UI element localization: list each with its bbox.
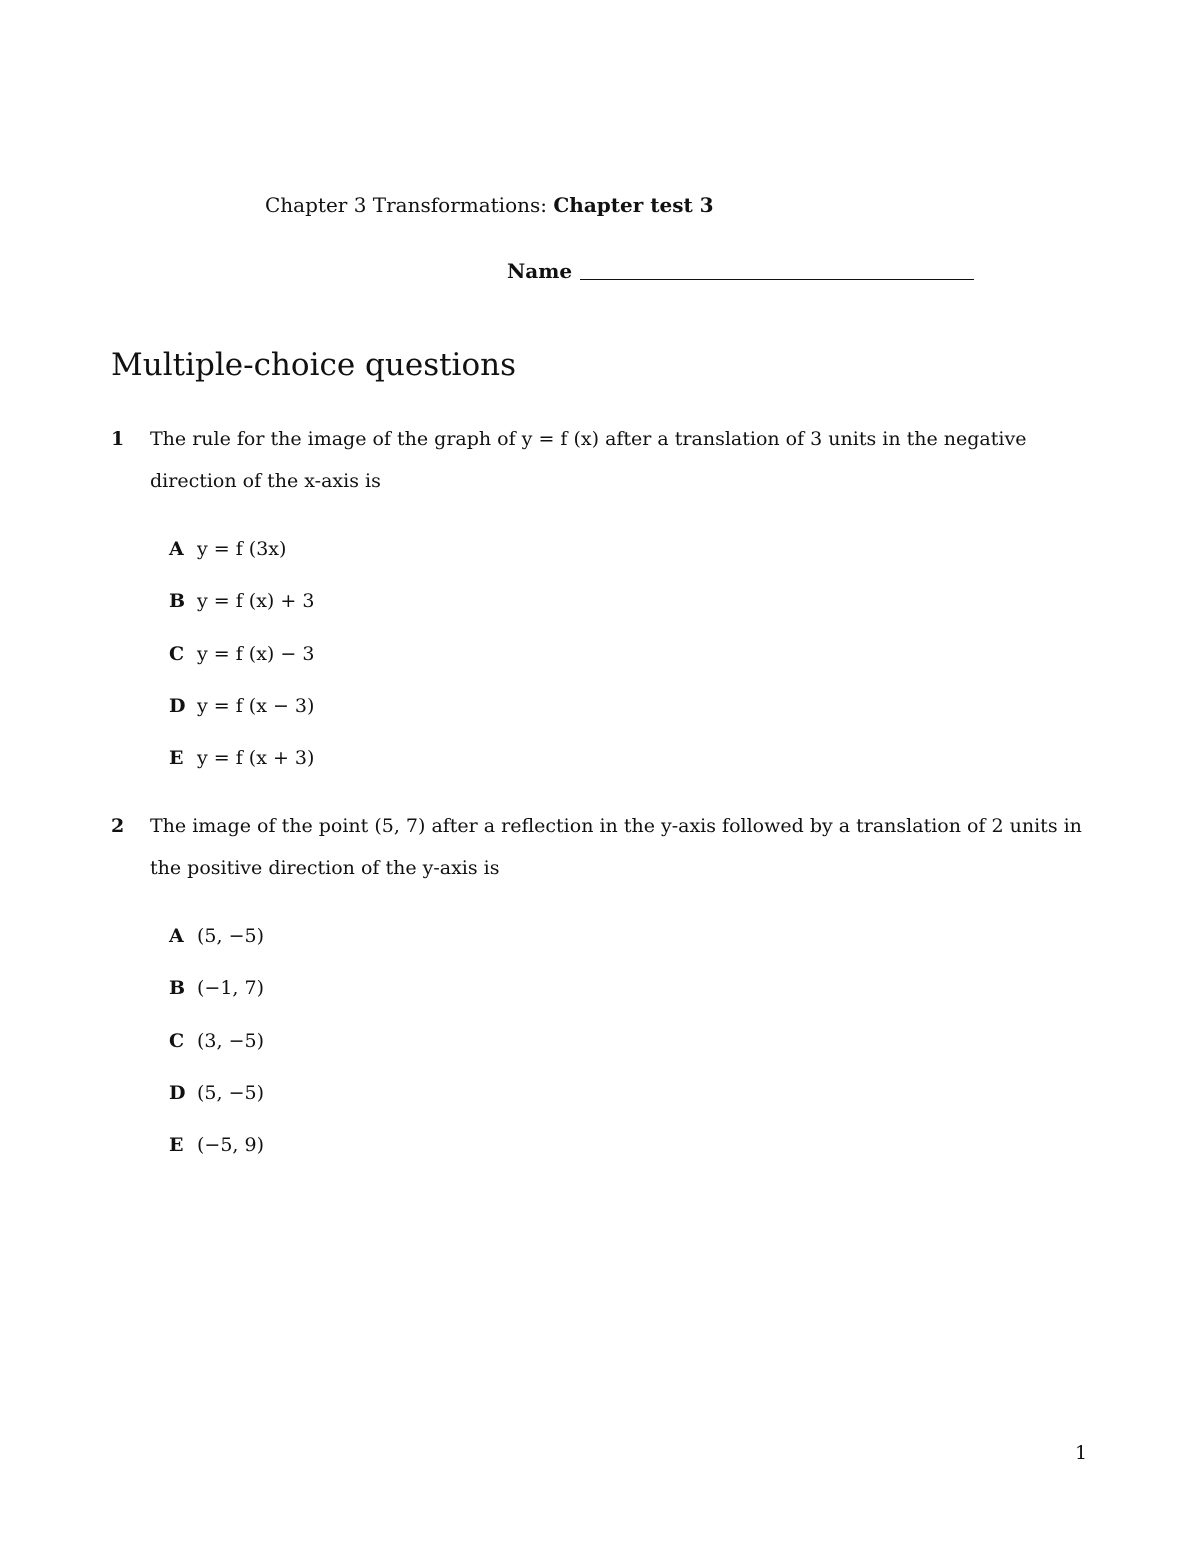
option-answer: (5, −5) (197, 1081, 265, 1104)
option-answer: y = f (x − 3) (197, 694, 315, 717)
option-answer: (3, −5) (197, 1029, 265, 1052)
name-blank-line[interactable] (580, 263, 974, 280)
section-heading: Multiple-choice questions (111, 347, 517, 383)
question-text: The rule for the image of the graph of y = f (x) after a translation of 3 units in the negative direction of the x-axis is (150, 428, 1027, 492)
option-letter: D (169, 694, 186, 717)
chapter-header (265, 193, 714, 217)
option-e[interactable] (169, 1131, 264, 1183)
question-number: 1 (111, 428, 125, 450)
option-letter: B (169, 590, 186, 613)
option-letter: C (169, 1029, 185, 1052)
option-letter: E (169, 1134, 184, 1157)
page-number: 1 (1075, 1442, 1088, 1464)
option-letter: B (169, 977, 186, 1000)
option-letter: D (169, 1081, 186, 1104)
option-d[interactable] (169, 692, 314, 744)
option-answer: (−5, 9) (197, 1134, 265, 1157)
name-label: Name (507, 259, 573, 283)
option-b[interactable] (169, 587, 314, 639)
option-answer: y = f (3x) (197, 538, 287, 560)
question-text: The image of the point (5, 7) after a reflection in the y-axis followed by a translation of 2 units in the positive direction of the y-axis is (150, 815, 1082, 879)
option-answer: (5, −5) (197, 925, 265, 947)
option-answer: y = f (x) − 3 (197, 642, 315, 665)
option-answer: y = f (x) + 3 (197, 590, 315, 613)
option-letter: C (169, 642, 185, 665)
answer-options (169, 535, 314, 796)
option-letter: A (169, 925, 184, 947)
answer-options (169, 922, 264, 1183)
option-c[interactable] (169, 640, 314, 692)
option-letter: E (169, 747, 184, 770)
chapter-test-title: Chapter test 3 (553, 193, 714, 217)
name-field (507, 259, 974, 283)
option-c[interactable] (169, 1027, 264, 1079)
option-a[interactable] (169, 535, 314, 587)
option-d[interactable] (169, 1079, 264, 1131)
option-answer: y = f (x + 3) (197, 747, 315, 770)
option-a[interactable] (169, 922, 264, 974)
chapter-header-prefix: Chapter 3 Transformations: (265, 193, 548, 217)
option-e[interactable] (169, 744, 314, 796)
option-letter: A (169, 538, 184, 560)
option-answer: (−1, 7) (197, 977, 265, 1000)
question-number: 2 (111, 815, 125, 837)
option-b[interactable] (169, 974, 264, 1026)
